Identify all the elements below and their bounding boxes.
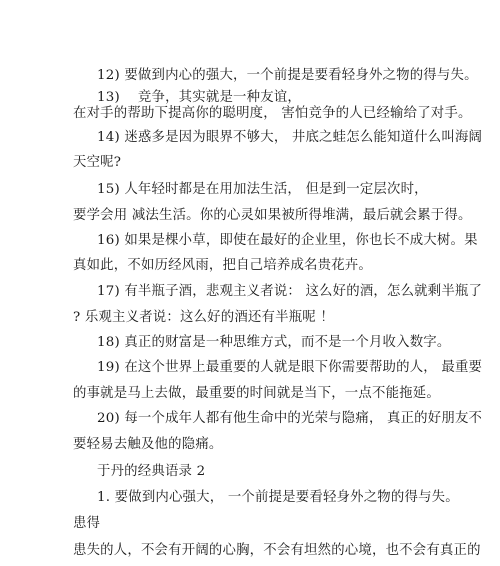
text-line-13-cont: 在对手的帮助下提高你的聪明度， 害怕竞争的人已经输给了对手。	[73, 106, 472, 121]
text-line-19-cont: 的事就是马上去做，最重要的时间就是当下，一点不能拖延。	[73, 386, 440, 401]
text-line-item-1-cont-2: 患失的人，不会有开阔的心胸，不会有坦然的心境，也不会有真正的	[73, 543, 481, 558]
text-line-17: 17) 有半瓶子酒，悲观主义者说： 这么好的酒，怎么就剩半瓶了	[97, 284, 483, 299]
text-line-15: 15) 人年轻时都是在用加法生活， 但是到一定层次时，	[97, 182, 428, 197]
text-line-14-cont: 天空呢?	[73, 155, 122, 170]
text-line-19: 19) 在这个世界上最重要的人就是眼下你需要帮助的人， 最重要	[97, 360, 483, 375]
text-line-13: 13) 竞争，其实就是一种友谊，	[97, 90, 301, 105]
text-line-20-cont: 要轻易去触及他的隐痛。	[73, 437, 223, 452]
text-line-16-cont: 真如此，不如历经风雨，把自己培养成名贵花卉。	[73, 258, 372, 273]
text-line-20: 20) 每一个成年人都有他生命中的光荣与隐痛， 真正的好朋友不	[97, 411, 483, 426]
text-line-17-cont: ? 乐观主义者说：这么好的酒还有半瓶呢 ！	[73, 310, 334, 325]
section-heading: 于丹的经典语录 2	[97, 464, 206, 479]
text-line-16: 16) 如果是棵小草，即使在最好的企业里，你也长不成大树。果	[97, 233, 478, 248]
text-line-18: 18) 真正的财富是一种思维方式，而不是一个月收入数字。	[97, 335, 451, 350]
text-line-15-cont: 要学会用 减法生活。你的心灵如果被所得堆满，最后就会累于得。	[73, 208, 472, 223]
text-line-14: 14) 迷惑多是因为眼界不够大， 井底之蛙怎么能知道什么叫海阔	[97, 130, 483, 145]
text-line-item-1-cont: 患得	[73, 516, 101, 531]
text-line-12: 12) 要做到内心的强大，一个前提是要看轻身外之物的得与失。	[97, 68, 478, 83]
text-line-item-1: 1. 要做到内心强大， 一个前提是要看轻身外之物的得与失。	[97, 490, 459, 505]
